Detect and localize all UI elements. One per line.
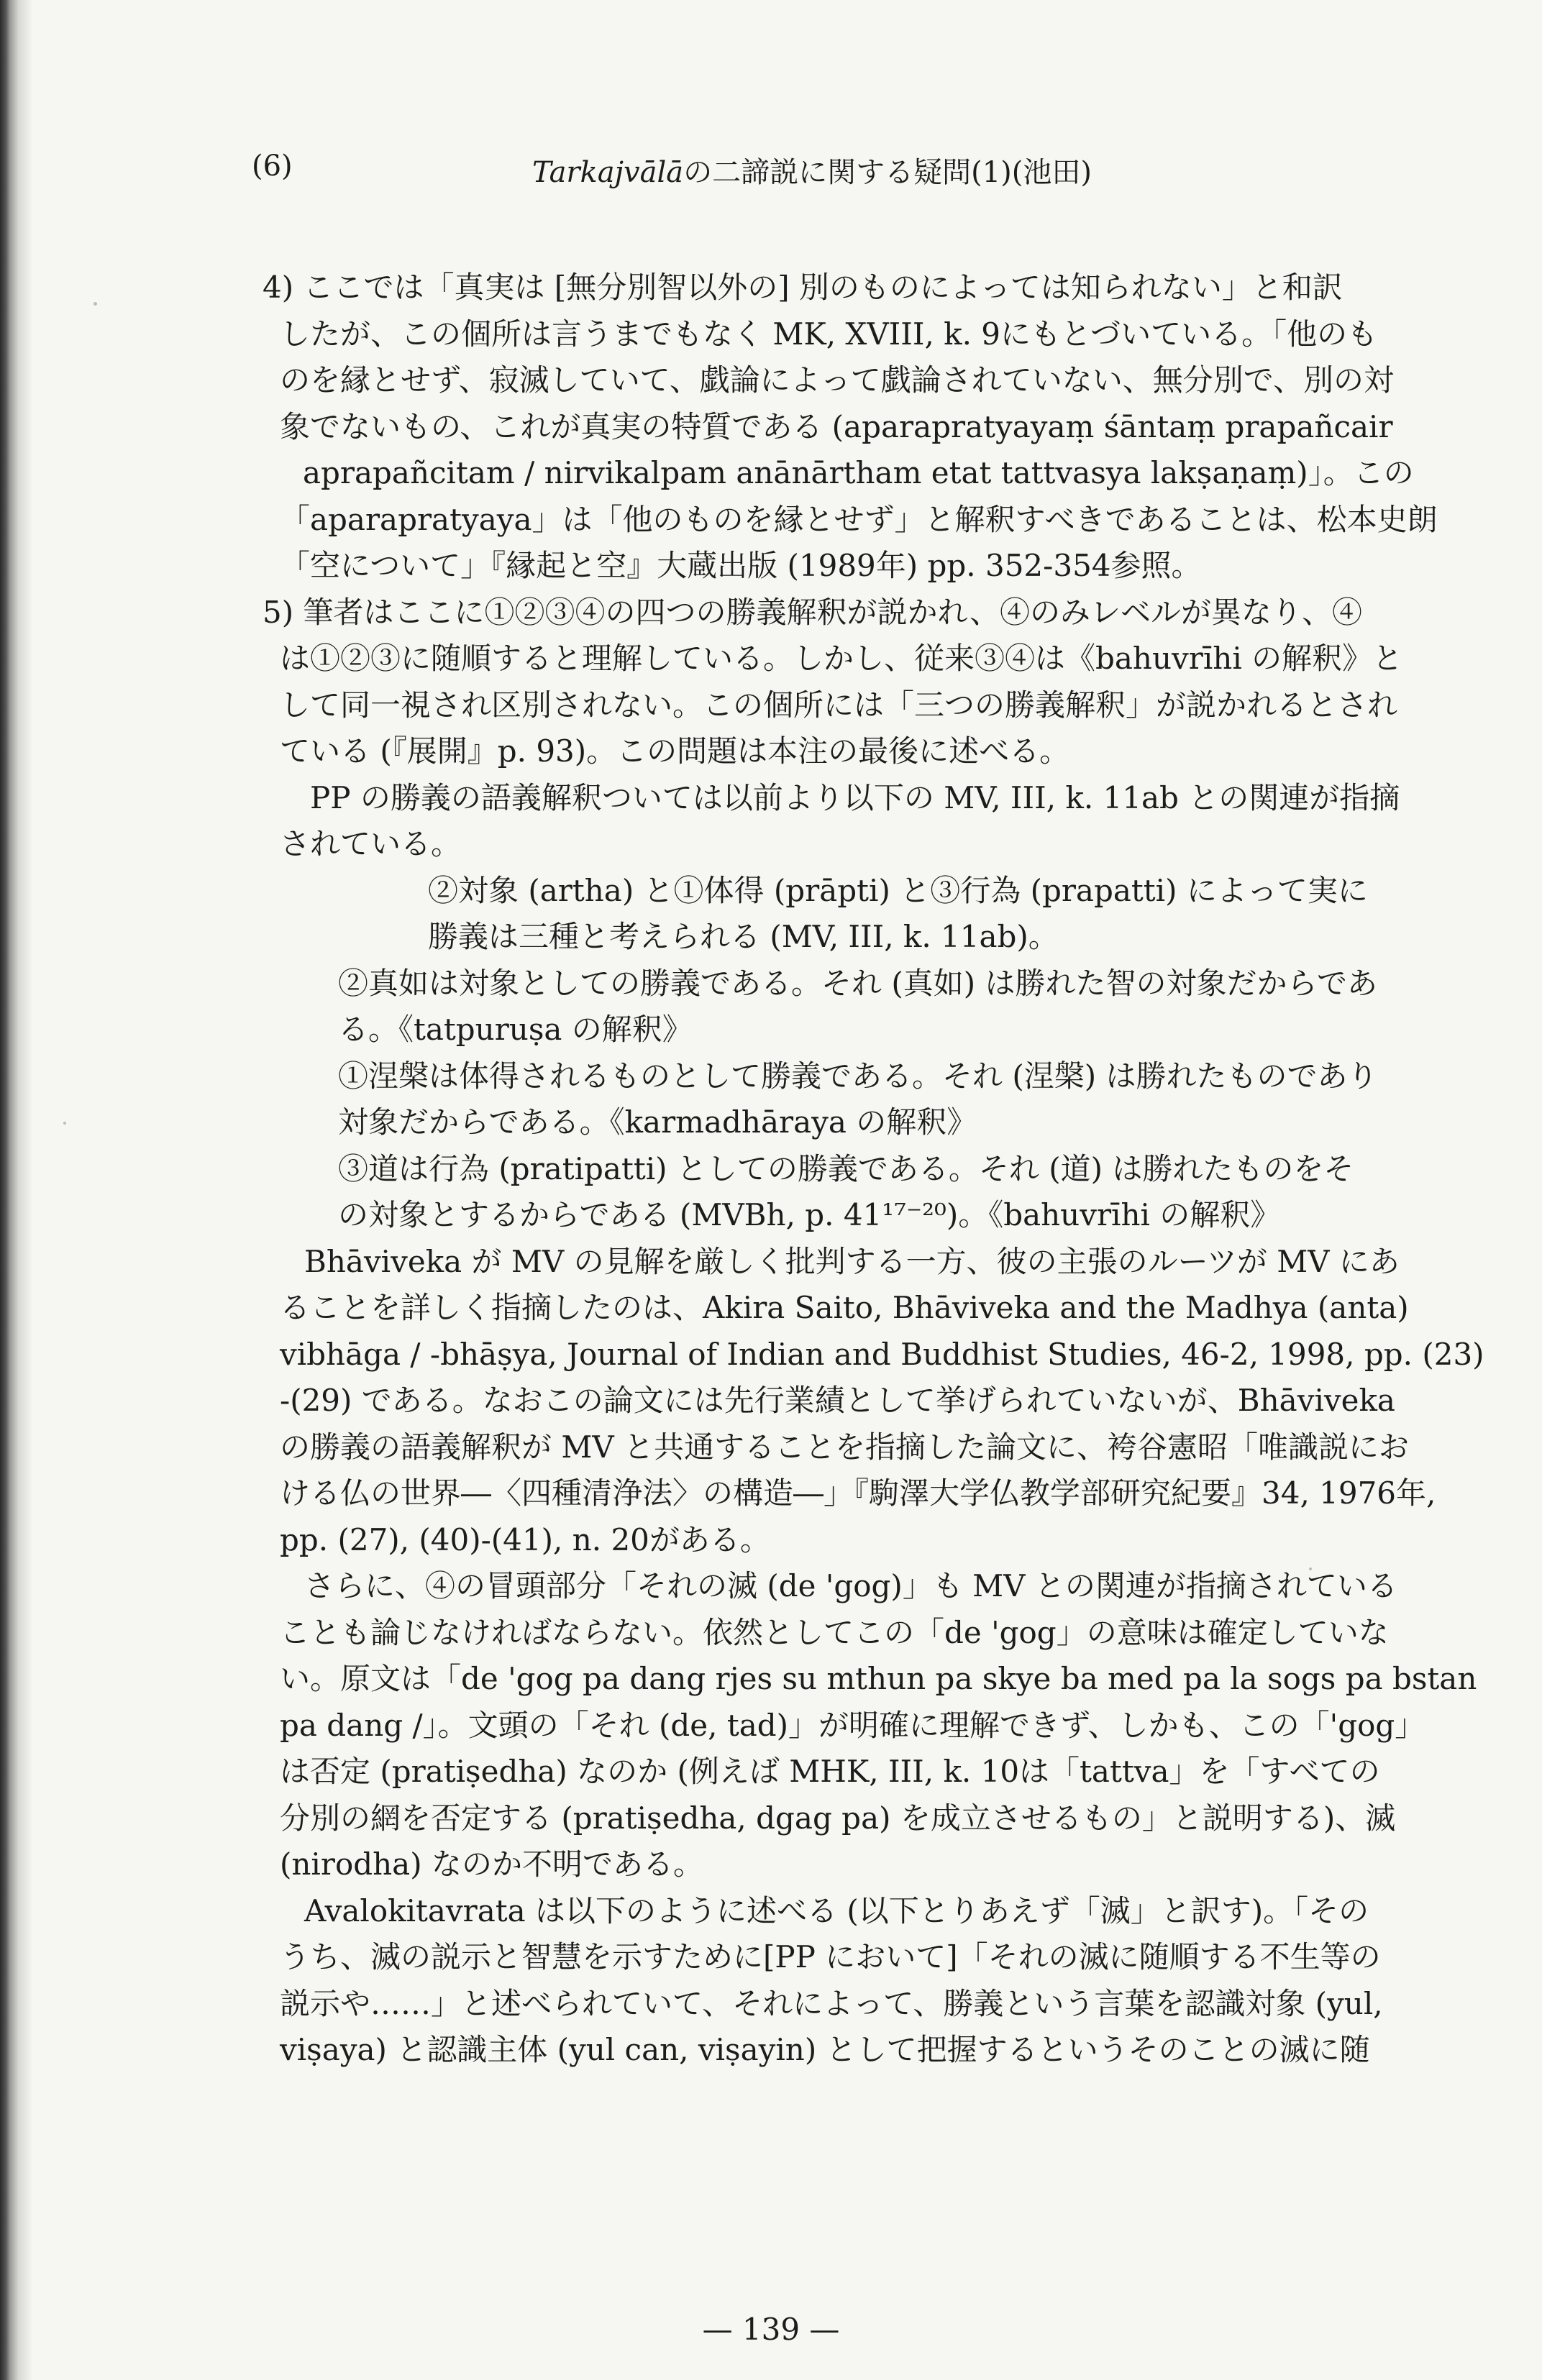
- text-line: のを縁とせず、寂滅していて、戯論によって戯論されていない、無分別で、別の対: [280, 362, 1394, 398]
- text-line: ①涅槃は体得されるものとして勝義である。それ (涅槃) は勝れたものであり: [338, 1058, 1378, 1094]
- text-line: PP の勝義の語義解釈ついては以前より以下の MV, III, k. 11ab との関連が指摘: [310, 779, 1400, 815]
- text-line: さらに、④の冒頭部分「それの滅 (de 'gog)」も MV との関連が指摘されている: [304, 1568, 1397, 1603]
- text-line: (nirodha) なのか不明である。: [280, 1846, 703, 1882]
- text-line: Bhāviveka が MV の見解を厳しく批判する一方、彼の主張のルーツが MV にあ: [304, 1243, 1400, 1279]
- text-line: 4) ここでは「真実は [無分別智以外の] 別のものによっては知られない」と和訳: [263, 270, 1343, 305]
- header-title-rest: の二諦説に関する疑問(1)(池田): [683, 156, 1092, 189]
- text-line: 分別の網を否定する (pratiṣedha, dgag pa) を成立させるもの」と説明する)、滅: [280, 1800, 1396, 1836]
- text-line: 象でないもの、これが真実の特質である (aparapratyayaṃ śāntaṃ prapañcair: [280, 408, 1393, 444]
- scan-speck: [63, 1122, 66, 1125]
- text-line: したが、この個所は言うまでもなく MK, XVIII, k. 9にもとづいている。「他のも: [280, 316, 1378, 352]
- text-line: ②対象 (artha) と①体得 (prāpti) と③行為 (prapatti) によって実に: [428, 872, 1368, 908]
- text-line: Avalokitavrata は以下のように述べる (以下とりあえず「滅」と訳す)。「その: [304, 1892, 1369, 1928]
- text-line: 5) 筆者はここに①②③④の四つの勝義解釈が説かれ、④のみレベルが異なり、④: [263, 594, 1362, 630]
- footer-page-number: — 139 —: [702, 2312, 840, 2347]
- text-line: の勝義の語義解釈が MV と共通することを指摘した論文に、袴谷憲昭「唯識説にお: [280, 1429, 1410, 1465]
- text-line: 勝義は三種と考えられる (MV, III, k. 11ab)。: [428, 919, 1059, 954]
- text-line: 「空について」『縁起と空』大蔵出版 (1989年) pp. 352-354参照。: [280, 548, 1202, 583]
- text-line: されている。: [280, 826, 462, 861]
- header-title: [532, 150, 1092, 191]
- header-page-number: (6): [252, 150, 293, 183]
- text-line: ③道は行為 (pratipatti) としての勝義である。それ (道) は勝れたものをそ: [338, 1150, 1354, 1186]
- text-line: して同一視され区別されない。この個所には「三つの勝義解釈」が説かれるとされ: [280, 687, 1398, 723]
- text-line: の対象とするからである (MVBh, p. 41¹⁷⁻²⁰)。《bahuvrīhi の解釈》: [338, 1197, 1281, 1232]
- text-line: ②真如は対象としての勝義である。それ (真如) は勝れた智の対象だからであ: [338, 965, 1378, 1001]
- header-title-italic: Tarkajvālā: [532, 156, 684, 189]
- text-line: は否定 (pratiṣedha) なのか (例えば MHK, III, k. 10は「tattva」を「すべての: [280, 1754, 1380, 1789]
- text-line: viṣaya) と認識主体 (yul can, viṣayin) として把握するというそのことの滅に随: [280, 2032, 1370, 2067]
- text-line: ている (『展開』p. 93)。この問題は本注の最後に述べる。: [280, 733, 1070, 769]
- text-line: pp. (27), (40)-(41), n. 20がある。: [280, 1521, 770, 1557]
- scan-speck: [93, 302, 97, 306]
- text-line: aprapañcitam / nirvikalpam anānārtham etat tattvasya lakṣaṇaṃ)」。この: [303, 455, 1414, 490]
- footnote-body: [263, 265, 1484, 2074]
- running-header: [252, 150, 1474, 200]
- text-line: ことも論じなければならない。依然としてこの「de 'gog」の意味は確定していな: [280, 1614, 1389, 1650]
- text-line: ける仏の世界―〈四種清浄法〉の構造―」『駒澤大学仏教学部研究紀要』34, 1976年,: [280, 1475, 1436, 1511]
- text-line: 「aparapratyaya」は「他のものを縁とせず」と解釈すべきであることは、松本史朗: [280, 501, 1438, 537]
- text-line: vibhāga / -bhāṣya, Journal of Indian and Buddhist Studies, 46-2, 1998, pp. (23): [280, 1336, 1484, 1372]
- text-line: い。原文は「de 'gog pa dang rjes su mthun pa skye ba med pa la sogs pa bstan: [280, 1661, 1477, 1696]
- text-line: は①②③に随順すると理解している。しかし、従来③④は《bahuvrīhi の解釈》と: [280, 641, 1403, 676]
- text-line: -(29) である。なおこの論文には先行業績として挙げられていないが、Bhāviveka: [280, 1383, 1395, 1418]
- binding-shadow: [0, 0, 33, 2380]
- text-line: 説示や……」と述べられていて、それによって、勝義という言葉を認識対象 (yul,: [280, 1985, 1383, 2021]
- text-line: うち、滅の説示と智慧を示すために[PP において]「それの滅に随順する不生等の: [280, 1939, 1381, 1974]
- text-line: ることを詳しく指摘したのは、Akira Saito, Bhāviveka and the Madhya (anta): [280, 1290, 1409, 1325]
- text-line: る。《tatpuruṣa の解釈》: [338, 1012, 693, 1047]
- text-line: pa dang /」。文頭の「それ (de, tad)」が明確に理解できず、しかも、この「'gog」: [280, 1707, 1425, 1743]
- text-line: 対象だからである。《karmadhāraya の解釈》: [338, 1104, 977, 1140]
